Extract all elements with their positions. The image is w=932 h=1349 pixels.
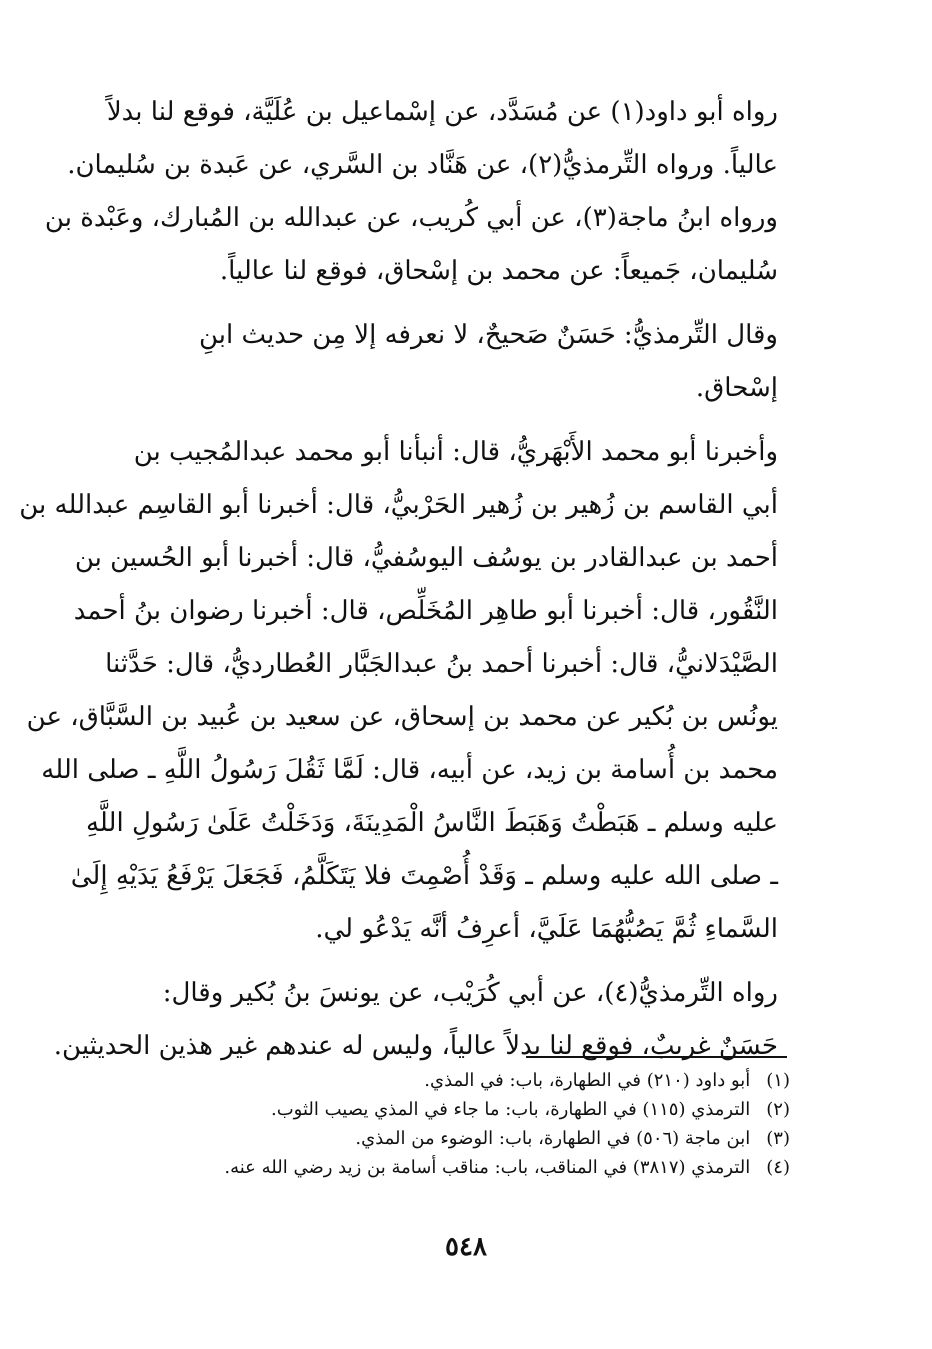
text-line: محمد بن أُسامة بن زيد، عن أبيه، قال: لَمَّا ثَقُلَ رَسُولُ اللَّهِ ـ صلى الله bbox=[41, 755, 778, 785]
footnote-1 bbox=[150, 1066, 790, 1095]
paragraph-3 bbox=[19, 426, 808, 956]
page-number: ٥٤٨ bbox=[445, 1232, 487, 1262]
footnote-text: أبو داود (٢١٠) في الطهارة، باب: في المذي. bbox=[424, 1070, 751, 1091]
footnote-text: الترمذي (١١٥) في الطهارة، باب: ما جاء في المذي يصيب الثوب. bbox=[271, 1099, 751, 1120]
text-line: أبي القاسم بن زُهير بن زُهير الحَرْبيُّ، قال: أخبرنا أبو القاسِم عبدالله بن bbox=[19, 490, 778, 520]
text-line: وقال التِّرمذيُّ: حَسَنٌ صَحيحٌ، لا نعرفه إلا مِن حديث ابنِ bbox=[199, 320, 778, 350]
footnote-2 bbox=[150, 1095, 790, 1124]
footnote-number: (٣) bbox=[766, 1128, 790, 1149]
text-line: النَّقُور، قال: أخبرنا أبو طاهِر المُخَلِّص، قال: أخبرنا رضوان بنُ أحمد bbox=[73, 596, 778, 626]
text-line: يونُس بن بُكير عن محمد بن إسحاق، عن سعيد بن عُبيد بن السَّبَّاق، عن bbox=[26, 702, 778, 732]
text-line: سُليمان، جَميعاً: عن محمد بن إسْحاق، فوقع لنا عالياً. bbox=[219, 256, 778, 286]
footnote-number: (٤) bbox=[766, 1157, 790, 1178]
footnote-text: الترمذي (٣٨١٧) في المناقب، باب: مناقب أسامة بن زيد رضي الله عنه. bbox=[224, 1157, 751, 1178]
footnote-separator bbox=[526, 1056, 787, 1058]
footnote-number: (١) bbox=[766, 1070, 790, 1091]
footnote-4 bbox=[150, 1153, 790, 1182]
text-line: عليه وسلم ـ هَبَطْتُ وَهَبَطَ النَّاسُ الْمَدِينَةَ، وَدَخَلْتُ عَلَىٰ رَسُولِ اللَّهِ bbox=[85, 808, 778, 838]
text-line: ورواه ابنُ ماجة(٣)، عن أبي كُريب، عن عبدالله بن المُبارك، وعَبْدة بن bbox=[44, 203, 778, 233]
text-line: وأخبرنا أبو محمد الأَبْهَريُّ، قال: أنبأنا أبو محمد عبدالمُجيب بن bbox=[133, 437, 778, 467]
paragraph-1 bbox=[44, 86, 808, 298]
main-text bbox=[19, 86, 808, 1084]
text-line: السَّماءِ ثُمَّ يَصُبُّهُمَا عَلَيَّ، أعرِفُ أنَّه يَدْعُو لي. bbox=[315, 914, 778, 944]
footnote-number: (٢) bbox=[766, 1099, 790, 1120]
text-line: الصَّيْدَلانيُّ، قال: أخبرنا أحمد بنُ عبدالجَبَّار العُطارديُّ، قال: حَدَّثنا bbox=[105, 649, 778, 679]
text-line: ـ صلى الله عليه وسلم ـ وَقَدْ أُصْمِتَ فلا يَتَكَلَّمُ، فَجَعَلَ يَرْفَعُ يَدَيْهِ إِلَىٰ bbox=[70, 861, 778, 891]
text-line: رواه التِّرمذيُّ(٤)، عن أبي كُرَيْب، عن يونسَ بنُ بُكير وقال: bbox=[162, 978, 778, 1008]
footnote-text: ابن ماجة (٥٠٦) في الطهارة، باب: الوضوء من المذي. bbox=[355, 1128, 751, 1149]
text-line: أحمد بن عبدالقادر بن يوسُف اليوسُفيُّ، قال: أخبرنا أبو الحُسين بن bbox=[74, 543, 778, 573]
text-line: عالياً. ورواه التِّرمذيُّ(٢)، عن هَنَّاد بن السَّري، عن عَبدة بن سُليمان. bbox=[67, 150, 778, 180]
text-line: حَسَنٌ غريبٌ، فوقع لنا بدلاً عالياً، وليس له عندهم غير هذين الحديثين. bbox=[53, 1031, 778, 1061]
footnotes bbox=[150, 1066, 790, 1182]
text-line: رواه أبو داود(١) عن مُسَدَّد، عن إسْماعيل بن عُلَيَّة، فوقع لنا بدلاً bbox=[106, 97, 778, 127]
footnote-3 bbox=[150, 1124, 790, 1153]
paragraph-2 bbox=[96, 309, 808, 415]
text-line: إسْحاق. bbox=[695, 373, 778, 403]
